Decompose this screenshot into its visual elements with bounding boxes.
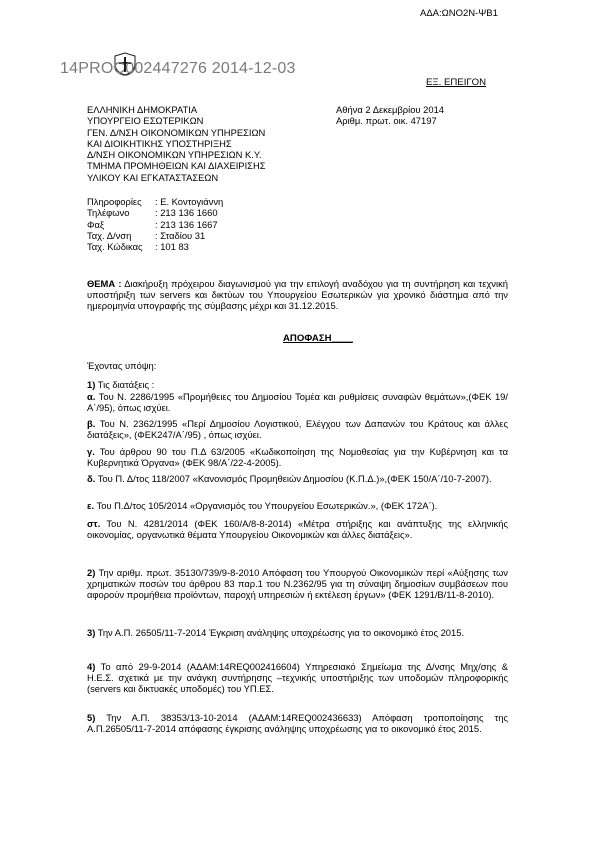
sender-block	[87, 104, 327, 183]
contact-row	[87, 230, 223, 241]
paragraph-text: Την Α.Π. 38353/13-10-2014 (ΑΔΑΜ:14REQ002436633) Απόφαση τροποποίησης της Α.Π.26505/11-7-2014 απόφασης έγκρισης ανάληψης υποχρέωσης για το οικονομικό έτος 2015.	[87, 712, 508, 735]
contact-key: Πληροφορίες	[87, 196, 142, 207]
provision-text: Του Ν. 2286/1995 «Προμήθειες του Δημοσίου Τομέα και ρυθμίσεις συναφών θεμάτων»,(ΦΕΚ 19/Α΄/95), όπως ισχύει.	[87, 391, 508, 414]
paragraph-number: 1)	[87, 379, 96, 390]
ada-code: ΑΔΑ:ΩΝΟ2Ν-ΨΒ1	[420, 8, 498, 19]
decision-title: ΑΠΟΦΑΣΗ ____	[283, 333, 353, 344]
date-block	[336, 104, 444, 127]
provision-item	[87, 391, 508, 413]
provision-text: Του Π.Δ/τος 105/2014 «Οργανισμός του Υπουργείου Εσωτερικών.», (ΦΕΚ 172Α΄).	[94, 500, 438, 511]
contact-value: : Ε. Κοντογιάννη	[155, 196, 224, 207]
sender-line: ΕΛΛΗΝΙΚΗ ΔΗΜΟΚΡΑΤΙΑ	[87, 104, 198, 115]
paragraph-number: 2)	[87, 567, 96, 578]
provisions-intro-text: Τις διατάξεις :	[95, 379, 155, 390]
provisions-intro	[87, 379, 508, 390]
provision-item	[87, 473, 508, 484]
contact-row	[87, 241, 223, 252]
protocol-stamp: 14PROC002447276 2014-12-03	[60, 60, 296, 77]
contact-key: Τηλέφωνο	[87, 207, 130, 219]
provision-text: Του Ν. 4281/2014 (ΦΕΚ 160/Α/8-8-2014) «Μέτρα στήριξης και ανάπτυξης της ελληνικής οικονομίας, οργανωτικά θέματα Υπουργείου Οικονομικών και άλλες διατάξεις».	[87, 518, 508, 541]
paragraph-number: 3)	[87, 627, 96, 638]
contact-row	[87, 196, 223, 207]
provision-label: δ.	[87, 473, 96, 484]
urgency-label: ΕΞ. ΕΠΕΙΓΟΝ	[426, 77, 487, 88]
sender-line: ΤΜΗΜΑ ΠΡΟΜΗΘΕΙΩΝ ΚΑΙ ΔΙΑΧΕΙΡΙΣΗΣ	[87, 160, 266, 172]
contact-value: : 213 136 1667	[155, 218, 218, 230]
sender-line: Δ/ΝΣΗ ΟΙΚΟΝΟΜΙΚΩΝ ΥΠΗΡΕΣΙΩΝ Κ.Υ.	[87, 149, 262, 161]
contact-key: Φαξ	[87, 218, 105, 230]
provision-text: Του Π. Δ/τος 118/2007 «Κανονισμός Προμηθειών Δημοσίου (Κ.Π.Δ.)»,(ΦΕΚ 150/Α΄/10-7-2007).	[95, 473, 492, 484]
subject-paragraph	[87, 278, 508, 312]
provision-item	[87, 518, 508, 540]
having-considered-label: Έχοντας υπόψη:	[87, 360, 157, 371]
sender-line: ΓΕΝ. Δ/ΝΣΗ ΟΙΚΟΝΟΜΙΚΩΝ ΥΠΗΡΕΣΙΩΝ	[87, 126, 266, 138]
provision-label: α.	[87, 391, 96, 402]
numbered-paragraph	[87, 627, 508, 638]
paragraph-text: Την Α.Π. 26505/11-7-2014 Έγκριση ανάληψης υποχρέωσης για το οικονομικό έτος 2015.	[95, 627, 465, 638]
contact-value: : 213 136 1660	[155, 207, 218, 219]
provision-item	[87, 500, 508, 511]
sender-line: ΥΠΟΥΡΓΕΙΟ ΕΣΩΤΕΡΙΚΩΝ	[87, 115, 204, 127]
provision-item	[87, 418, 508, 440]
paragraph-number: 4)	[87, 661, 96, 672]
paragraph-number: 5)	[87, 712, 96, 723]
contact-key: Ταχ. Κώδικας	[87, 241, 143, 253]
provision-label: β.	[87, 418, 96, 429]
numbered-paragraph	[87, 567, 508, 601]
document-date: Αθήνα 2 Δεκεμβρίου 2014	[336, 104, 445, 115]
protocol-number: Αριθμ. πρωτ. οικ. 47197	[336, 115, 437, 127]
sender-line: ΚΑΙ ΔΙΟΙΚΗΤΙΚΗΣ ΥΠΟΣΤΗΡΙΞΗΣ	[87, 137, 232, 149]
contact-value: : Σταδίου 31	[155, 229, 206, 241]
numbered-paragraph	[87, 661, 508, 695]
contact-row	[87, 207, 223, 218]
provision-item	[87, 446, 508, 468]
provision-text: Του άρθρου 90 του Π.Δ 63/2005 «Κωδικοποίηση της Νομοθεσίας για την Κυβέρνηση και τα Κυβερνητικά Όργανα» (ΦΕΚ 98/Α΄/22-4-2005).	[87, 446, 508, 469]
provision-text: Του Ν. 2362/1995 «Περί Δημοσίου Λογιστικού, Ελέγχου των Δαπανών του Κράτους και άλλες διατάξεις», (ΦΕΚ247/Α΄/95) , όπως ισχύει.	[87, 418, 508, 441]
provision-label: γ.	[87, 446, 95, 457]
sender-line: ΥΛΙΚΟΥ ΚΑΙ ΕΓΚΑΤΑΣΤΑΣΕΩΝ	[87, 171, 219, 183]
paragraph-text: Το από 29-9-2014 (ΑΔΑΜ:14REQ002416604) Υπηρεσιακό Σημείωμα της Δ/νσης Μηχ/σης & Η.Ε.Σ. σχετικά με την ανάγκη συντήρησης –τεχνικής υποστήριξης των υποδομών πληροφορικής (servers και δικτυακές υποδομές) του ΥΠ.ΕΣ.	[87, 661, 508, 695]
paragraph-text: Την αριθμ. πρωτ. 35130/739/9-8-2010 Απόφαση του Υπουργού Οικονομικών περί «Αύξησης των χρηματικών ποσών του άρθρου 83 παρ.1 του Ν.2362/95 για τη σύναψη δημοσίων συμβάσεων που αφορούν προμήθεια προϊόντων, παροχή υπηρεσιών ή εκτέλεση έργων» (ΦΕΚ 1291/Β/11-8-2010).	[87, 567, 508, 601]
provision-label: στ.	[87, 518, 101, 529]
subject-label: ΘΕΜΑ :	[87, 278, 122, 289]
contact-block	[87, 196, 223, 252]
provision-label: ε.	[87, 500, 95, 511]
subject-text: Διακήρυξη πρόχειρου διαγωνισμού για την επιλογή αναδόχου για τη συντήρηση και τεχνική υποστήριξη των servers και δικτύων του Υπουργείου Εσωτερικών για χρονικό διάστημα από την ημερομηνία υπογραφής της σύμβασης μέχρι και 31.12.2015.	[87, 278, 508, 312]
contact-value: : 101 83	[155, 241, 189, 253]
numbered-paragraph	[87, 712, 508, 734]
contact-row	[87, 219, 223, 230]
contact-key: Ταχ. Δ/νση	[87, 229, 132, 241]
